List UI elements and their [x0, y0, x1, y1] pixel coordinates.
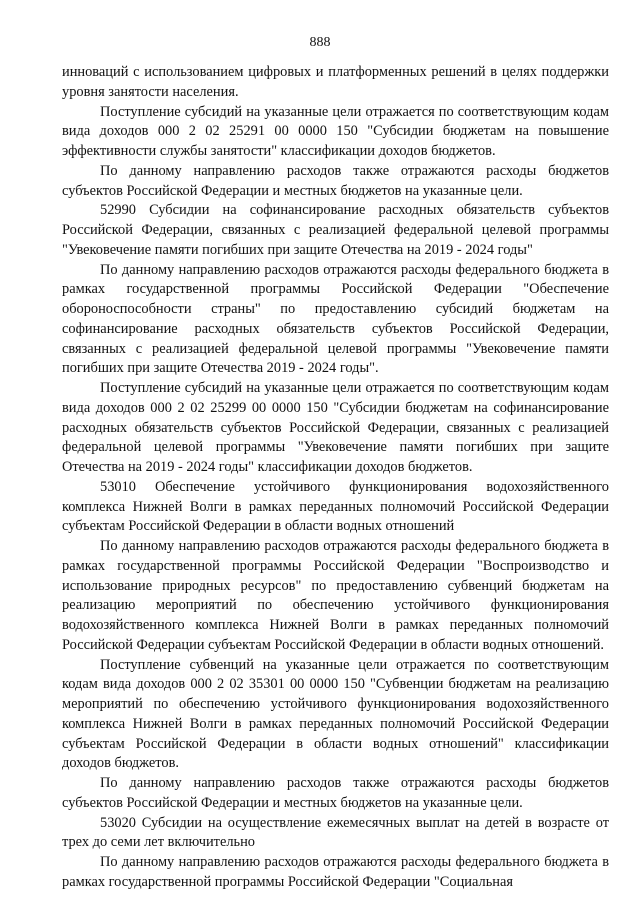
paragraph-continuation: инноваций с использованием цифровых и платформенных решений в целях поддержки уровня занятости населения.: [62, 64, 609, 100]
paragraph-regional-expenses: По данному направлению расходов также отражаются расходы бюджетов субъектов Российской Федерации и местных бюджетов на указанные цели.: [62, 162, 609, 199]
document-body: [62, 63, 609, 893]
paragraph-53010-description: По данному направлению расходов отражаются расходы федерального бюджета в рамках государственной программы Российской Федерации "Воспроизводство и использование природных ресурсов" по предоставлению субвенций бюджетам на реализацию мероприятий по обеспечению устойчивого функционирования водохозяйственного комплекса Нижней Волги в рамках переданных полномочий Российской Федерации субъектам Российской Федерации в области водных отношений.: [62, 538, 609, 653]
paragraph-subsidy-receipt-25299: Поступление субсидий на указанные цели отражается по соответствующим кодам вида доходов 000 2 02 25299 00 0000 150 "Субсидии бюджетам на софинансирование расходных обязательств субъектов Российской Федерации, связанных с реализацией федеральной целевой программы "Увековечение памяти погибших при защите Отечества на 2019 - 2024 годы" классификации доходов бюджетов.: [62, 380, 609, 475]
paragraph-subsidy-receipt-25291: Поступление субсидий на указанные цели отражается по соответствующим кодам вида доходов 000 2 02 25291 00 0000 150 "Субсидии бюджетам на повышение эффективности службы занятости" классификации доходов бюджетов.: [62, 103, 609, 159]
paragraph-heading-52990: 52990 Субсидии на софинансирование расходных обязательств субъектов Российской Федерации, связанных с реализацией федеральной целевой программы "Увековечение памяти погибших при защите Отечества на 2019 - 2024 годы": [62, 202, 609, 258]
paragraph-subvention-receipt-35301: Поступление субвенций на указанные цели отражается по соответствующим кодам вида доходов 000 2 02 35301 00 0000 150 "Субвенции бюджетам на реализацию мероприятий по обеспечению устойчивого функционирования водохозяйственного комплекса Нижней Волги в рамках переданных полномочий Российской Федерации субъектам Российской Федерации в области водных отношений" классификации доходов бюджетов.: [62, 656, 609, 772]
paragraph-52990-description: По данному направлению расходов отражаются расходы федерального бюджета в рамках государственной программы Российской Федерации "Обеспечение обороноспособности страны" по предоставлению субсидий бюджетам на софинансирование расходных обязательств субъектов Российской Федерации, связанных с реализацией федеральной целевой программы "Увековечение памяти погибших при защите Отечества 2019 - 2024 годы".: [62, 261, 609, 377]
page-number: 888: [309, 35, 331, 50]
paragraph-heading-53010: 53010 Обеспечение устойчивого функционирования водохозяйственного комплекса Нижней Волги в рамках переданных полномочий Российской Федерации субъектам Российской Федерации в области водных отношений: [62, 478, 609, 535]
paragraph-53020-description: По данному направлению расходов отражаются расходы федерального бюджета в рамках государственной программы Российской Федерации "Социальная: [62, 854, 609, 890]
paragraph-regional-expenses-2: По данному направлению расходов также отражаются расходы бюджетов субъектов Российской Федерации и местных бюджетов на указанные цели.: [62, 775, 609, 811]
paragraph-heading-53020: 53020 Субсидии на осуществление ежемесячных выплат на детей в возрасте от трех до семи лет включительно: [62, 814, 609, 851]
